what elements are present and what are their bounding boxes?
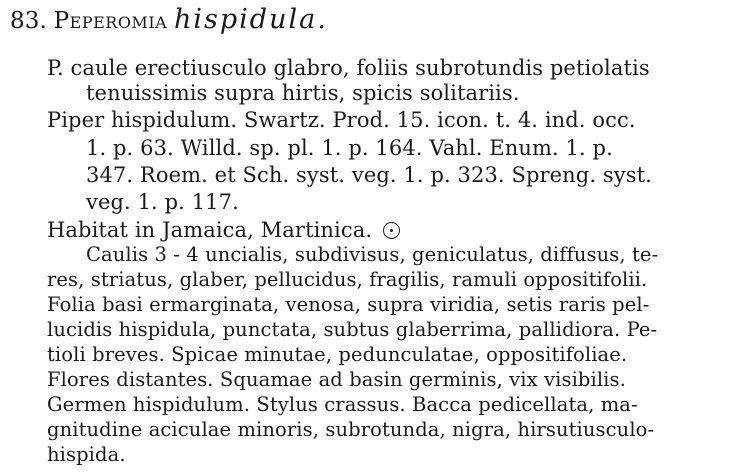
description-line-5: tioli breves. Spicae minutae, pedunculatae, oppositifoliae. bbox=[47, 343, 628, 366]
annual-circle-icon bbox=[383, 222, 400, 239]
description-line-2: res, striatus, glaber, pellucidus, fragilis, ramuli oppositifolii. bbox=[47, 268, 648, 291]
habitat-text: Habitat in Jamaica, Martinica. bbox=[47, 218, 373, 242]
diagnosis-line-2: tenuissimis supra hirtis, spicis solitariis. bbox=[86, 81, 520, 105]
synonymy-line-1: Piper hispidulum. Swartz. Prod. 15. icon. t. 4. ind. occ. bbox=[47, 108, 636, 132]
synonymy-line-4: veg. 1. p. 117. bbox=[86, 190, 239, 214]
entry-number: 83. bbox=[10, 8, 47, 34]
habitat-line bbox=[47, 218, 400, 242]
description-line-3: Folia basi ermarginata, venosa, supra viridia, setis raris pel- bbox=[47, 293, 650, 316]
species-name: hispidula. bbox=[173, 4, 328, 35]
synonymy-line-2: 1. p. 63. Willd. sp. pl. 1. p. 164. Vahl. Enum. 1. p. bbox=[86, 136, 613, 160]
diagnosis-line-1: P. caule erectiusculo glabro, foliis subrotundis petiolatis bbox=[47, 56, 650, 80]
description-line-7: Germen hispidulum. Stylus crassus. Bacca pedicellata, ma- bbox=[47, 393, 638, 416]
description-line-4: lucidis hispidula, punctata, subtus glaberrima, pallidiora. Pe- bbox=[47, 318, 658, 341]
description-line-9: hispida. bbox=[47, 443, 126, 466]
synonymy-line-3: 347. Roem. et Sch. syst. veg. 1. p. 323. Spreng. syst. bbox=[86, 163, 652, 187]
description-line-8: gnitudine aciculae minoris, subrotunda, nigra, hirsutiusculo- bbox=[47, 418, 655, 441]
entry-heading bbox=[10, 4, 328, 35]
description-line-1: Caulis 3 - 4 uncialis, subdivisus, geniculatus, diffusus, te- bbox=[86, 243, 659, 266]
genus-name: Peperomia bbox=[53, 8, 168, 34]
description-line-6: Flores distantes. Squamae ad basin germinis, vix visibilis. bbox=[47, 368, 626, 391]
